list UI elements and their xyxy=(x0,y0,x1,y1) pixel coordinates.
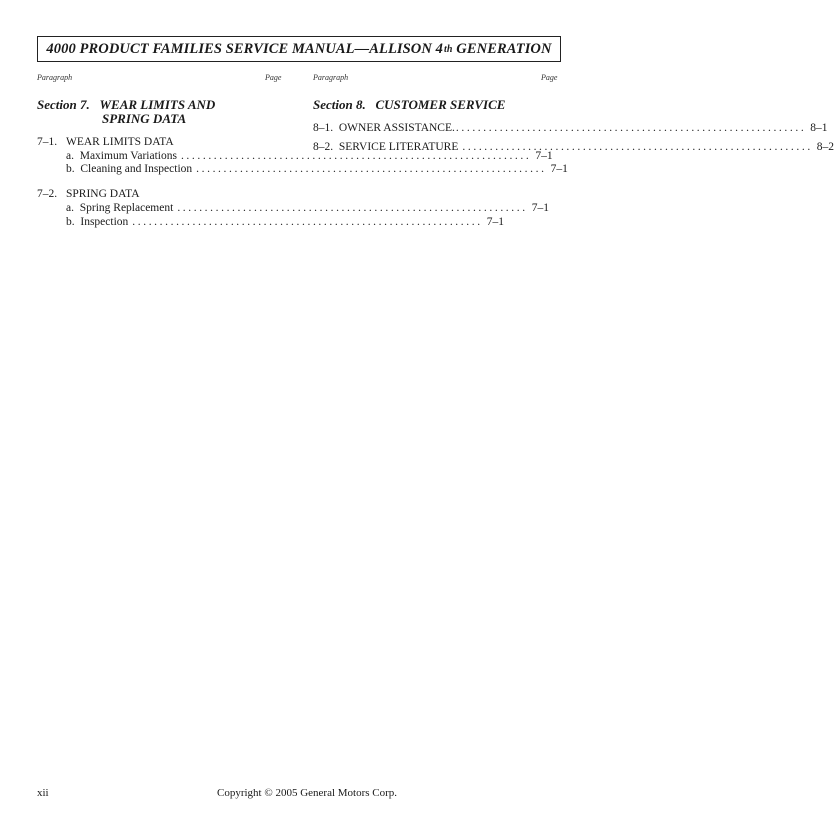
left-paragraph-label: Paragraph xyxy=(37,73,73,82)
right-paragraph-label: Paragraph xyxy=(313,73,349,82)
toc-group-title: SPRING DATA xyxy=(66,188,140,200)
toc-entry-page: 7–1 xyxy=(531,202,549,214)
section-7-heading xyxy=(37,98,297,112)
toc-group-number: 7–1. xyxy=(37,136,58,148)
toc-entry-page: 7–1 xyxy=(550,163,568,175)
manual-title-suffix: GENERATION xyxy=(452,40,552,57)
toc-leader-dots: ................................................................ xyxy=(132,216,483,228)
toc-entry-label: b. Inspection xyxy=(66,216,129,228)
toc-group-number: 7–2. xyxy=(37,188,58,200)
toc-group-7-1 xyxy=(37,136,174,149)
section-8-title: CUSTOMER SERVICE xyxy=(375,97,506,112)
toc-entry-7-2b[interactable] xyxy=(66,216,504,229)
section-7-title-line1: WEAR LIMITS AND xyxy=(99,97,216,112)
section-7-title-line2: SPRING DATA xyxy=(102,111,187,126)
toc-entry-label: b. Cleaning and Inspection xyxy=(66,163,193,175)
toc-group-7-2 xyxy=(37,188,140,201)
section-8-heading xyxy=(313,98,573,112)
toc-entry-page: 8–1 xyxy=(810,122,828,134)
toc-entry-label: 8–2. SERVICE LITERATURE xyxy=(313,141,459,153)
toc-entry-label: 8–1. OWNER ASSISTANCE. xyxy=(313,122,455,134)
toc-leader-dots: ................................................................ xyxy=(462,141,813,153)
toc-leader-dots: ................................................................ xyxy=(196,163,547,175)
toc-entry-7-2a[interactable] xyxy=(66,202,549,215)
toc-leader-dots: ................................................................ xyxy=(455,122,807,134)
left-page-label: Page xyxy=(265,73,282,82)
toc-entry-8-2[interactable] xyxy=(313,141,834,154)
section-8-number: Section 8. xyxy=(313,97,366,112)
toc-entry-label: a. Spring Replacement xyxy=(66,202,174,214)
toc-entry-7-1a[interactable] xyxy=(66,150,553,163)
toc-entry-page: 7–1 xyxy=(535,150,553,162)
toc-leader-dots: ................................................................ xyxy=(180,150,532,162)
manual-title-superscript: th xyxy=(444,43,453,55)
toc-entry-page: 7–1 xyxy=(486,216,504,228)
toc-entry-7-1b[interactable] xyxy=(66,163,568,176)
toc-entry-page: 8–2 xyxy=(816,141,834,153)
manual-title-banner xyxy=(37,36,561,62)
manual-title-text: 4000 PRODUCT FAMILIES SERVICE MANUAL—ALLISON 4 xyxy=(46,40,444,57)
footer-page-number: xii xyxy=(37,787,49,799)
section-7-number: Section 7. xyxy=(37,97,90,112)
footer-copyright: Copyright © 2005 General Motors Corp. xyxy=(217,787,398,799)
toc-entry-label: a. Maximum Variations xyxy=(66,150,177,162)
toc-entry-8-1[interactable] xyxy=(313,122,828,135)
toc-leader-dots: ................................................................ xyxy=(177,202,528,214)
right-page-label: Page xyxy=(541,73,558,82)
toc-group-title: WEAR LIMITS DATA xyxy=(66,136,174,148)
